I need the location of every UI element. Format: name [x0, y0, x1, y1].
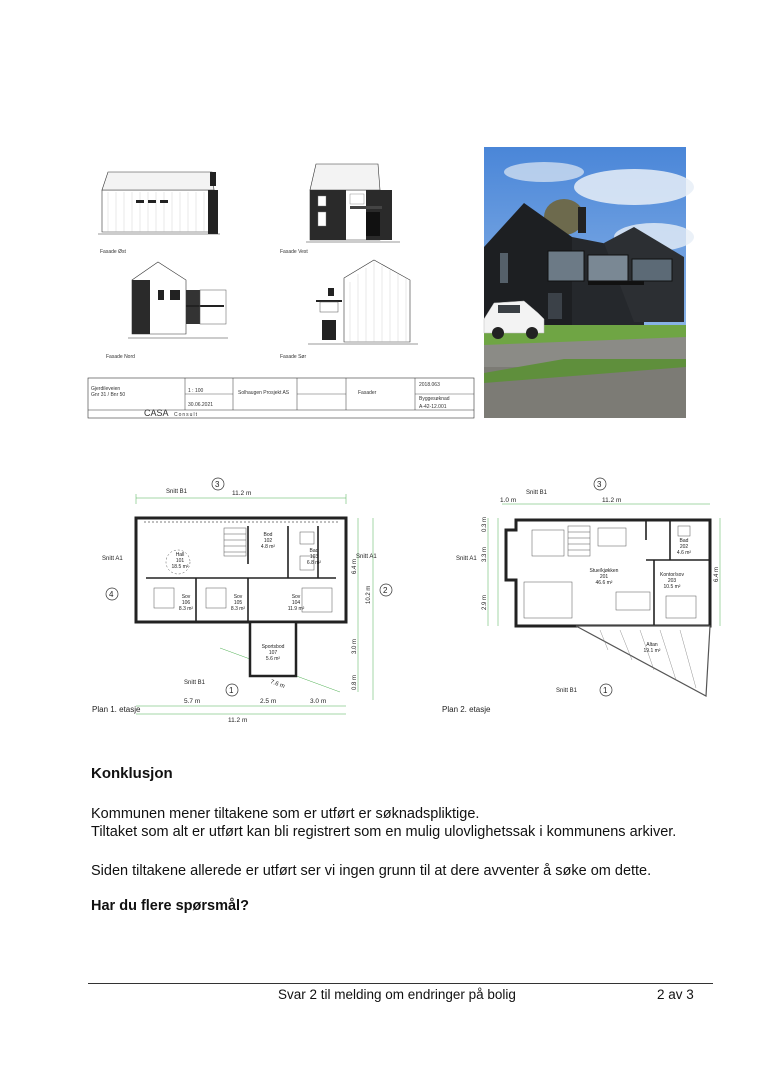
svg-text:Bod: Bod [263, 532, 273, 538]
svg-text:2.5 m: 2.5 m [260, 698, 277, 705]
svg-text:Sov: Sov [233, 594, 243, 600]
svg-text:6.8 m²: 6.8 m² [306, 560, 322, 566]
svg-text:Snitt B1: Snitt B1 [526, 490, 548, 496]
svg-text:102: 102 [263, 538, 273, 544]
facade-west [280, 164, 400, 255]
svg-text:5.7 m: 5.7 m [184, 698, 201, 705]
svg-text:Stue/kjøkken: Stue/kjøkken [589, 568, 619, 574]
paragraph-2: Tiltaket som alt er utført kan bli registrert som en mulig ulovlighetssak i kommunens arkiver. [91, 824, 677, 840]
svg-text:Fasade Øst: Fasade Øst [100, 249, 126, 255]
svg-text:0.3 m: 0.3 m [482, 516, 488, 532]
questions-heading: Har du flere spørsmål? [91, 898, 249, 914]
svg-text:6.4 m: 6.4 m [352, 558, 358, 574]
svg-text:Plan 2. etasje: Plan 2. etasje [442, 705, 491, 714]
svg-text:1: 1 [603, 686, 608, 695]
svg-text:101: 101 [175, 558, 185, 564]
svg-text:1: 1 [229, 686, 234, 695]
floor-plan-1 [88, 470, 388, 724]
svg-text:Bad: Bad [679, 538, 689, 544]
svg-text:Fasade Sør: Fasade Sør [280, 354, 307, 360]
svg-text:4: 4 [109, 590, 114, 599]
page-number: 2 av 3 [657, 987, 694, 1002]
title-block [88, 378, 474, 418]
svg-text:Fasader: Fasader [358, 390, 377, 396]
svg-text:3: 3 [597, 480, 602, 489]
svg-text:Byggesøknad: Byggesøknad [419, 396, 450, 402]
svg-text:30.06.2021: 30.06.2021 [188, 402, 214, 408]
svg-text:2018.063: 2018.063 [419, 382, 440, 388]
svg-text:105: 105 [233, 600, 243, 606]
svg-text:Kontor/sov: Kontor/sov [660, 572, 684, 578]
svg-text:Snitt A1: Snitt A1 [456, 556, 477, 562]
svg-text:19.1 m²: 19.1 m² [643, 648, 661, 654]
svg-text:Hall: Hall [175, 552, 185, 558]
svg-text:201: 201 [599, 574, 609, 580]
svg-text:11.9 m²: 11.9 m² [287, 606, 305, 612]
svg-text:107: 107 [268, 650, 278, 656]
facade-east [98, 172, 220, 255]
facade-south [280, 260, 418, 360]
svg-text:Plan 1. etasje: Plan 1. etasje [92, 705, 141, 714]
svg-text:Gjerdileveien: Gjerdileveien [91, 386, 121, 392]
svg-text:11.2 m: 11.2 m [228, 717, 248, 724]
svg-text:2: 2 [383, 586, 388, 595]
svg-text:Sportsbod: Sportsbod [261, 644, 285, 650]
footer-divider [88, 983, 713, 984]
svg-text:104: 104 [291, 600, 301, 606]
svg-text:4.8 m²: 4.8 m² [260, 544, 276, 550]
svg-text:1.0 m: 1.0 m [500, 497, 517, 504]
footer-title: Svar 2 til melding om endringer på bolig [278, 987, 516, 1002]
svg-text:3: 3 [215, 480, 220, 489]
svg-text:A-42-12.001: A-42-12.001 [419, 404, 447, 410]
svg-text:CASA: CASA [144, 408, 169, 418]
svg-text:3.0 m: 3.0 m [310, 698, 327, 705]
svg-text:8.3 m²: 8.3 m² [178, 606, 194, 612]
svg-text:6.4 m: 6.4 m [714, 566, 720, 582]
svg-text:4.6 m²: 4.6 m² [676, 550, 692, 556]
svg-text:106: 106 [181, 600, 191, 606]
svg-text:Sov: Sov [291, 594, 301, 600]
svg-text:Snitt B1: Snitt B1 [184, 680, 206, 686]
svg-text:46.6 m²: 46.6 m² [595, 580, 613, 586]
svg-text:Fasade Nord: Fasade Nord [106, 354, 135, 360]
paragraph-1: Kommunen mener tiltakene som er utført er søknadspliktige. [91, 806, 480, 822]
svg-text:Bad: Bad [309, 548, 319, 554]
svg-text:11.2 m: 11.2 m [232, 490, 252, 497]
svg-text:18.5 m²: 18.5 m² [171, 564, 189, 570]
svg-text:11.2 m: 11.2 m [602, 497, 622, 504]
svg-text:0.8 m: 0.8 m [352, 674, 358, 690]
svg-text:2.9 m: 2.9 m [482, 594, 488, 610]
svg-text:Snitt A1: Snitt A1 [102, 556, 123, 562]
svg-text:Snitt B1: Snitt B1 [556, 688, 578, 694]
svg-text:Solhaugen Prosjekt AS: Solhaugen Prosjekt AS [238, 390, 290, 396]
svg-text:103: 103 [309, 554, 319, 560]
facade-drawing-sheet [88, 150, 474, 422]
paragraph-3: Siden tiltakene allerede er utført ser vi ingen grunn til at dere avventer å søke om dette. [91, 863, 652, 879]
svg-text:Sov: Sov [181, 594, 191, 600]
svg-text:5.6 m²: 5.6 m² [265, 656, 281, 662]
conclusion-heading: Konklusjon [91, 765, 173, 782]
svg-text:Snitt B1: Snitt B1 [166, 489, 188, 495]
floor-plan-2 [440, 470, 740, 720]
svg-text:Fasade Vest: Fasade Vest [280, 249, 308, 255]
svg-text:Snitt A1: Snitt A1 [356, 554, 377, 560]
house-photo [484, 147, 686, 418]
svg-text:1 : 100: 1 : 100 [188, 388, 204, 394]
svg-text:Gnr 31 / Bnr 50: Gnr 31 / Bnr 50 [91, 392, 126, 398]
svg-text:10.5 m²: 10.5 m² [663, 584, 681, 590]
svg-text:203: 203 [667, 578, 677, 584]
svg-text:3.0 m: 3.0 m [352, 638, 358, 654]
svg-text:8.3 m²: 8.3 m² [230, 606, 246, 612]
facade-north [106, 262, 228, 360]
svg-text:Consult: Consult [174, 412, 198, 418]
svg-text:10.2 m: 10.2 m [366, 585, 372, 604]
svg-text:Altan: Altan [646, 642, 658, 648]
svg-text:7.6 m: 7.6 m [269, 679, 286, 691]
svg-text:202: 202 [679, 544, 689, 550]
svg-text:3.3 m: 3.3 m [482, 546, 488, 562]
